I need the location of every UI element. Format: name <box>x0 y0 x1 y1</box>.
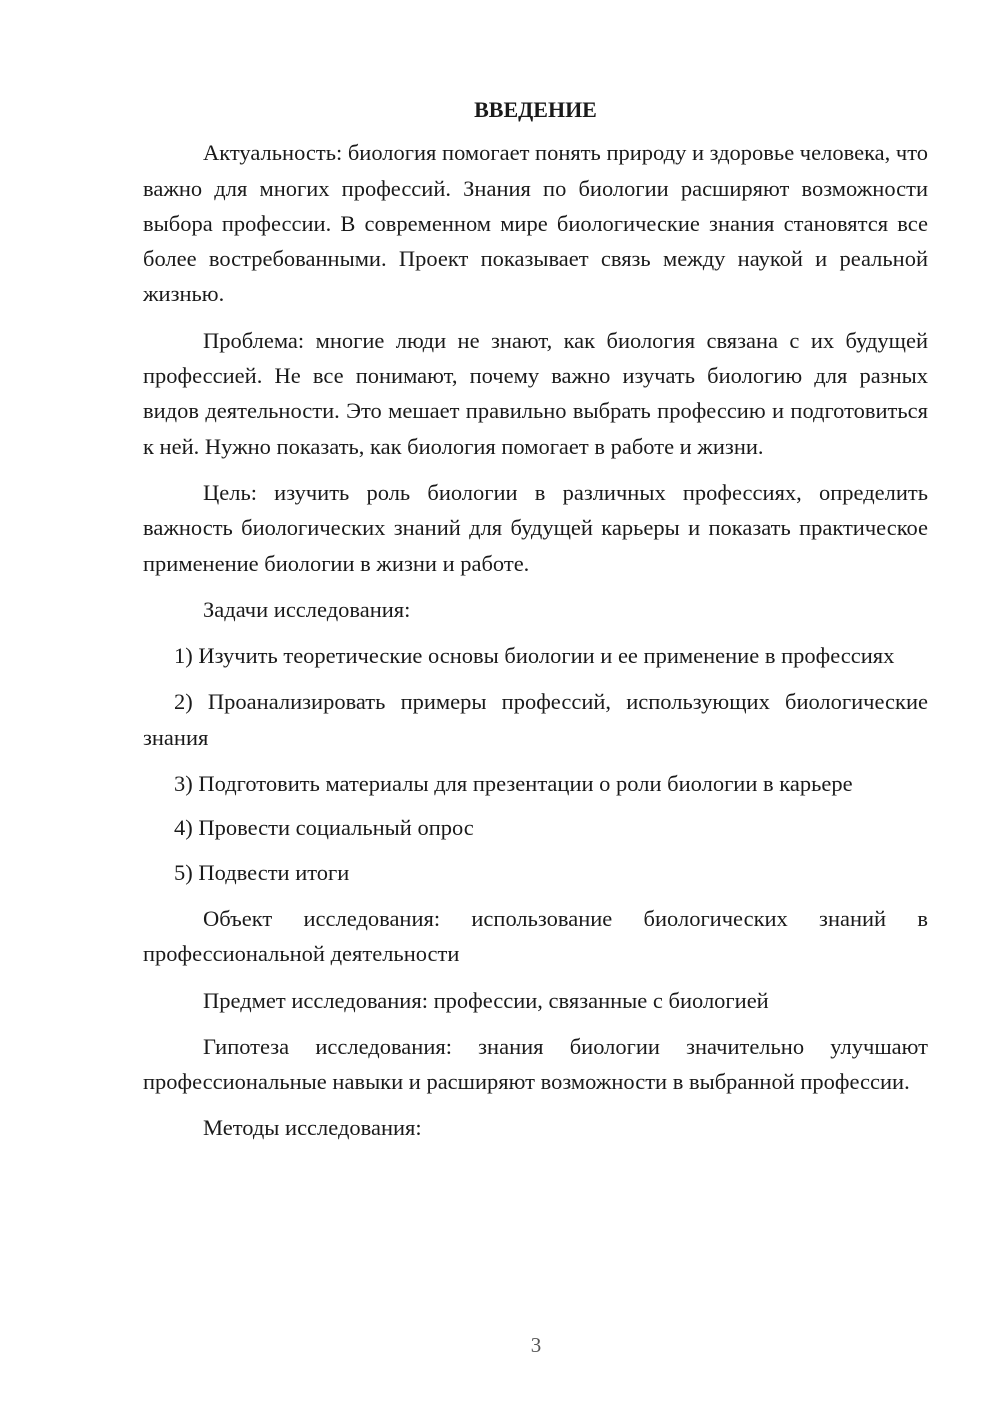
paragraph-object: Объект исследования: использование биологических знаний в профессиональной деятельности <box>143 905 928 967</box>
task-item-2: 2) Проанализировать примеры профессий, использующих биологические знания <box>143 689 928 750</box>
page-title: ВВЕДЕНИЕ <box>474 97 597 122</box>
task-item-4: 4) Провести социальный опрос <box>174 815 474 841</box>
page-content <box>143 92 928 1146</box>
task-item-1: 1) Изучить теоретические основы биологии и ее применение в профессиях <box>174 643 895 669</box>
paragraph-hypothesis: Гипотеза исследования: знания биологии значительно улучшают профессиональные навыки и расширяют возможности в выбранной профессии. <box>143 1033 928 1095</box>
paragraph-relevance: Актуальность: биология помогает понять природу и здоровье человека, что важно для многих профессий. Знания по биологии расширяют возможности выбора профессии. В современном мире биологические знания становятся все более востребованными. Проект показывает связь между наукой и реальной жизнью. <box>143 140 928 307</box>
paragraph-problem: Проблема: многие люди не знают, как биология связана с их будущей профессией. Не все понимают, почему важно изучать биологию для разных видов деятельности. Это мешает правильно выбрать профессию и подготовиться к ней. Нужно показать, как биология помогает в работе и жизни. <box>143 327 928 459</box>
paragraph-methods: Методы исследования: <box>203 1115 422 1141</box>
paragraph-tasks-heading: Задачи исследования: <box>203 596 411 622</box>
paragraph-subject: Предмет исследования: профессии, связанные с биологией <box>203 987 769 1013</box>
page-number: 3 <box>530 1333 542 1357</box>
paragraph-goal: Цель: изучить роль биологии в различных профессиях, определить важность биологических знаний для будущей карьеры и показать практическое применение биологии в жизни и работе. <box>143 479 928 576</box>
task-item-5: 5) Подвести итоги <box>174 859 350 885</box>
task-item-3: 3) Подготовить материалы для презентации о роли биологии в карьере <box>174 771 853 797</box>
